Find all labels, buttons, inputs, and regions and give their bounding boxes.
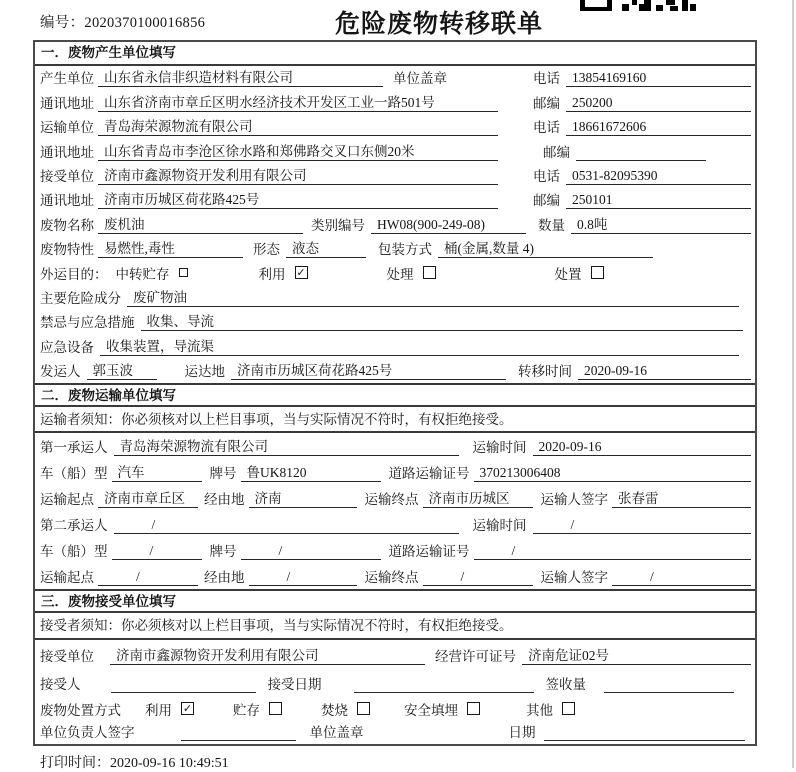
- producer-address-label: 通讯地址: [40, 95, 94, 111]
- accept-unit-label: 接受单位: [40, 649, 94, 665]
- road-permit-field[interactable]: 370213006408: [474, 465, 752, 482]
- road-permit-2-field[interactable]: /: [474, 543, 752, 560]
- checkbox-checked[interactable]: ✓: [296, 265, 306, 279]
- route-via-2-field[interactable]: /: [249, 569, 357, 586]
- license-field[interactable]: 济南危证02号: [522, 644, 751, 665]
- row-route-1: [35, 485, 755, 511]
- row-vehicle-2: [35, 537, 755, 563]
- row-producer-address: [35, 90, 755, 114]
- disposal-option-other: [526, 699, 575, 719]
- page-title: 危险废物转移联单: [335, 10, 544, 38]
- checkbox-label: 其他: [526, 703, 553, 719]
- checkbox-label: 利用: [145, 703, 172, 719]
- purpose-option-utilize: [259, 263, 308, 283]
- row-producer: [35, 66, 755, 90]
- row-vehicle-1: [35, 459, 755, 485]
- document-number: [40, 11, 205, 32]
- row-waste-name: [35, 212, 755, 236]
- waste-quantity-label: 数量: [538, 217, 565, 233]
- disposal-option-incinerate: [321, 699, 370, 719]
- row-responsible-sign: [35, 722, 755, 744]
- signed-quantity-field[interactable]: [604, 676, 734, 693]
- vehicle-type-field[interactable]: 汽车: [112, 461, 202, 482]
- receiver-label: 接受单位: [40, 168, 94, 184]
- disposal-option-landfill: [404, 699, 480, 719]
- row-receiver-address: [35, 188, 755, 212]
- road-permit-2-label: 道路运输证号: [388, 544, 470, 560]
- unit-seal-label: 单位盖章: [309, 725, 364, 741]
- row-transporter: [35, 115, 755, 139]
- purpose-option-storage: [116, 263, 188, 283]
- license-label: 经营许可证号: [435, 649, 516, 665]
- acceptor-field[interactable]: [111, 676, 256, 693]
- producer-postcode-label: 邮编: [533, 95, 560, 111]
- section3-heading: 三．废物接受单位填写: [35, 589, 755, 613]
- dispatcher-name-field[interactable]: 郭玉波: [87, 359, 157, 380]
- producer-name-field[interactable]: 山东省永信非织造材料有限公司: [98, 66, 383, 87]
- route-end-2-label: 运输终点: [364, 570, 419, 586]
- waste-character-label: 废物特性: [40, 242, 94, 258]
- checkbox-label: 贮存: [233, 703, 260, 719]
- checkbox-label: 焚烧: [321, 703, 348, 719]
- plate-label: 牌号: [209, 466, 237, 482]
- checkbox-unchecked[interactable]: [269, 702, 282, 715]
- sign-date-field[interactable]: [544, 724, 746, 741]
- signed-quantity-label: 签收量: [545, 677, 586, 693]
- transporter-name-field[interactable]: 青岛海荣源物流有限公司: [98, 115, 498, 136]
- row-first-carrier: [35, 433, 755, 459]
- receiver-notice: 接受者须知：你必须核对以上栏目事项，当与实际情况不符时，有权拒绝接受。: [35, 613, 755, 640]
- checkbox-label: 处置: [554, 266, 582, 282]
- purpose-option-treat: [387, 263, 436, 283]
- section2-heading: 二．废物运输单位填写: [35, 383, 755, 407]
- carrier-sign-2-field[interactable]: /: [612, 569, 751, 586]
- purpose-option-dispose: [555, 263, 604, 283]
- hazard-component-label: 主要危险成分: [40, 290, 121, 306]
- transfer-time-label: 转移时间: [518, 364, 572, 380]
- disposal-option-store: [233, 699, 282, 719]
- carrier-sign-field[interactable]: 张春雷: [612, 487, 751, 508]
- transport-time-2-label: 运输时间: [472, 518, 527, 534]
- route-start-2-field[interactable]: /: [98, 569, 198, 586]
- second-carrier-field[interactable]: /: [114, 517, 459, 534]
- waste-category-field[interactable]: HW08(900-249-08): [371, 217, 526, 234]
- plate-field[interactable]: 鲁UK8120: [241, 461, 381, 482]
- row-second-carrier: [35, 511, 755, 537]
- route-end-field[interactable]: 济南市历城区: [423, 487, 533, 508]
- transport-time-label: 运输时间: [472, 440, 527, 456]
- waste-character-field[interactable]: 易燃性,毒性: [98, 237, 243, 258]
- accept-date-label: 接受日期: [267, 677, 322, 693]
- checkbox-unchecked[interactable]: [357, 702, 370, 715]
- checkbox-label: 处理: [386, 266, 414, 282]
- route-via-label: 经由地: [204, 492, 245, 508]
- transporter-label: 运输单位: [40, 120, 94, 136]
- row-hazard-component: [35, 286, 755, 310]
- row-emergency-equipment: [35, 334, 755, 358]
- receiver-phone-label: 电话: [533, 168, 560, 184]
- responsible-sign-label: 单位负责人签字: [40, 725, 135, 741]
- checkbox-unchecked[interactable]: [423, 266, 436, 279]
- vehicle-type-2-field[interactable]: /: [112, 543, 202, 560]
- row-accept-unit: [35, 640, 755, 668]
- producer-address-field[interactable]: 山东省济南市章丘区明水经济技术开发区工业一路501号: [98, 91, 498, 112]
- accept-unit-field[interactable]: 济南市鑫源物资开发利用有限公司: [110, 644, 425, 665]
- route-start-2-label: 运输起点: [40, 570, 94, 586]
- checkbox-label: 安全填埋: [404, 703, 458, 719]
- emergency-equipment-field[interactable]: 收集装置，导流渠: [100, 335, 739, 356]
- document-header: [0, 0, 796, 40]
- route-via-field[interactable]: 济南: [249, 487, 357, 508]
- row-receiver: [35, 164, 755, 188]
- taboo-measures-label: 禁忌与应急措施: [40, 315, 135, 331]
- vehicle-type-2-label: 车（船）型: [40, 544, 108, 560]
- sign-date-label: 日期: [508, 725, 536, 741]
- transporter-phone-label: 电话: [533, 120, 560, 136]
- checkbox-checked[interactable]: ✓: [182, 702, 193, 716]
- acceptor-label: 接受人: [40, 677, 81, 693]
- producer-seal-label: 单位盖章: [393, 71, 447, 87]
- route-via-2-label: 经由地: [204, 570, 245, 586]
- checkbox-label: 利用: [258, 266, 286, 282]
- producer-phone-field[interactable]: 13854169160: [566, 70, 751, 87]
- row-disposal-method: [35, 696, 755, 722]
- checkbox-label: 中转贮存: [115, 266, 170, 282]
- emergency-equipment-label: 应急设备: [40, 339, 94, 355]
- destination-label: 运达地: [184, 364, 225, 380]
- waste-form-label: 形态: [253, 242, 280, 258]
- row-taboo-measures: [35, 310, 755, 334]
- transporter-address-field[interactable]: 山东省青岛市李沧区徐水路和郑佛路交叉口东侧20米: [98, 140, 498, 161]
- purpose-label: 外运目的：: [40, 266, 108, 282]
- route-start-field[interactable]: 济南市章丘区: [98, 487, 198, 508]
- checkbox-unchecked[interactable]: [179, 268, 188, 277]
- transporter-notice: 运输者须知：你必须核对以上栏目事项，当与实际情况不符时，有权拒绝接受。: [35, 407, 755, 433]
- qr-code-fragment: [578, 0, 700, 12]
- waste-form-field[interactable]: 液态: [286, 237, 366, 258]
- checkbox-unchecked[interactable]: [562, 702, 575, 715]
- route-end-label: 运输终点: [364, 492, 419, 508]
- vehicle-type-label: 车（船）型: [40, 466, 108, 482]
- checkbox-unchecked[interactable]: [591, 266, 604, 279]
- print-time: [40, 752, 796, 772]
- receiver-name-field[interactable]: 济南市鑫源物资开发利用有限公司: [98, 164, 498, 185]
- row-transfer-purpose: [35, 261, 755, 285]
- hazard-component-field[interactable]: 废矿物油: [127, 286, 739, 307]
- producer-phone-label: 电话: [533, 71, 560, 87]
- transporter-phone-field[interactable]: 18661672606: [566, 119, 751, 136]
- receiver-postcode-label: 邮编: [533, 193, 560, 209]
- row-dispatcher: [35, 359, 755, 383]
- transfer-time-field[interactable]: 2020-09-16: [578, 363, 751, 380]
- plate-2-label: 牌号: [209, 544, 237, 560]
- producer-postcode-field[interactable]: 250200: [566, 95, 751, 112]
- receiver-address-field[interactable]: 济南市历城区荷花路425号: [98, 188, 498, 209]
- disposal-method-label: 废物处置方式: [40, 703, 121, 719]
- row-acceptor: [35, 668, 755, 696]
- accept-date-field[interactable]: [354, 676, 534, 693]
- waste-name-field[interactable]: 废机油: [98, 213, 303, 234]
- transporter-postcode-field[interactable]: [576, 144, 706, 161]
- row-waste-character: [35, 237, 755, 261]
- producer-label: 产生单位: [40, 71, 94, 87]
- plate-2-field[interactable]: /: [241, 543, 381, 560]
- receiver-postcode-field[interactable]: 250101: [566, 192, 751, 209]
- section1-heading: 一．废物产生单位填写: [35, 42, 755, 66]
- taboo-measures-field[interactable]: 收集、导流: [141, 310, 744, 331]
- waste-quantity-field[interactable]: 0.8吨: [571, 213, 751, 234]
- transport-time-field[interactable]: 2020-09-16: [533, 439, 752, 456]
- destination-field[interactable]: 济南市历城区荷花路425号: [231, 359, 506, 380]
- carrier-sign-2-label: 运输人签字: [540, 570, 608, 586]
- receiver-address-label: 通讯地址: [40, 193, 94, 209]
- packing-label: 包装方式: [378, 242, 432, 258]
- receiver-phone-field[interactable]: 0531-82095390: [566, 168, 751, 185]
- waste-category-label: 类别编号: [311, 217, 365, 233]
- responsible-sign-field[interactable]: [181, 724, 296, 741]
- row-transporter-address: [35, 139, 755, 163]
- print-time-value: 2020-09-16 10:49:51: [110, 756, 229, 772]
- row-route-2: [35, 563, 755, 589]
- route-start-label: 运输起点: [40, 492, 94, 508]
- checkbox-unchecked[interactable]: [467, 702, 480, 715]
- manifest-form: [33, 40, 757, 746]
- transporter-address-label: 通讯地址: [40, 144, 94, 160]
- transport-time-2-field[interactable]: /: [533, 517, 752, 534]
- first-carrier-label: 第一承运人: [40, 440, 108, 456]
- packing-field[interactable]: 桶(金属,数量 4): [438, 237, 653, 258]
- print-time-label: 打印时间：: [40, 756, 110, 772]
- dispatcher-label: 发运人: [40, 364, 81, 380]
- document-number-value: 2020370100016856: [84, 15, 206, 31]
- document-number-label: 编号：: [40, 15, 85, 31]
- disposal-option-utilize: [145, 699, 194, 719]
- road-permit-label: 道路运输证号: [388, 466, 470, 482]
- waste-name-label: 废物名称: [40, 217, 94, 233]
- carrier-sign-label: 运输人签字: [540, 492, 608, 508]
- route-end-2-field[interactable]: /: [423, 569, 533, 586]
- transporter-postcode-label: 邮编: [543, 144, 570, 160]
- page-edge-line: [792, 0, 794, 768]
- second-carrier-label: 第二承运人: [40, 518, 108, 534]
- first-carrier-field[interactable]: 青岛海荣源物流有限公司: [114, 435, 459, 456]
